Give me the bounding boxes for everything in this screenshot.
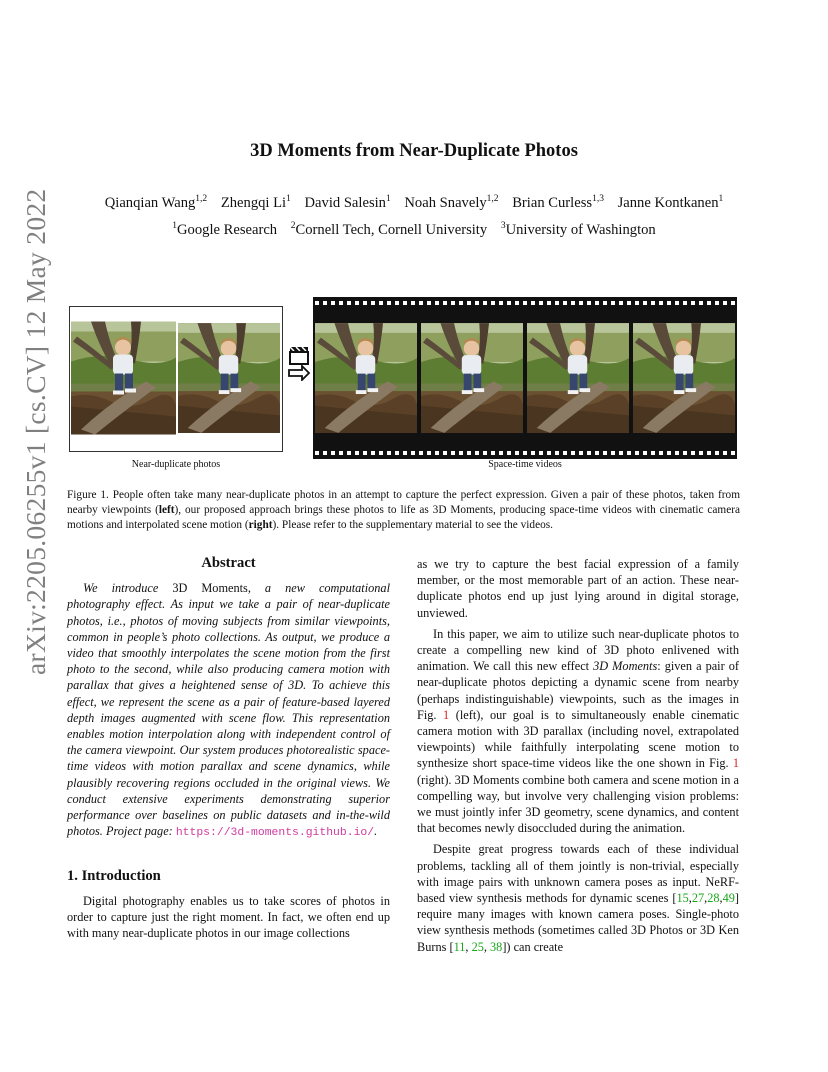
paragraph: as we try to capture the best facial expression of a family member, or the most memorable part of an action. These near-duplicate photos end up just lying around in digital storage, unviewed. [417,557,739,620]
paper-title: 3D Moments from Near-Duplicate Photos [250,141,578,161]
author: Zhengqi Li$^1$ [220,194,291,211]
author: David Salesin$^1$ [304,194,391,211]
intro-heading: 1. Introduction [67,868,161,885]
abstract-heading: Abstract [201,555,256,571]
citation-link[interactable]: 25 [471,939,484,954]
video-frame-4 [633,308,735,448]
video-frame-2 [421,308,523,448]
input-photo-2 [178,308,280,448]
label-space-time: Space-time videos [488,459,562,470]
author: Noah Snavely$^{1,2}$ [404,194,499,211]
citation-link[interactable]: 11 [453,939,466,954]
clapperboard-arrow-icon [287,345,311,381]
citation-link[interactable]: 15 [676,891,689,906]
input-photo-1 [71,308,176,448]
figure-ref-link[interactable]: 1 [443,707,450,722]
video-frame-3 [527,308,629,448]
paragraph: Despite great progress towards each of these individual problems, tackling all of them jointly is non-trivial, especially with image pairs with unknown camera poses as input. NeRF-based view synthesis methods for dynamic scenes [15,27,28,49] require many images with known camera poses. Single-photo view synthesis methods (sometimes called 3D Photos or 3D Ken Burns [11, 25, 38]) can create [417,842,739,954]
affiliation: $^2$Cornell Tech, Cornell University [290,221,488,238]
right-column [417,556,739,955]
arxiv-stamp: arXiv:2205.06255v1 [cs.CV] 12 May 2022 [20,188,51,675]
figure-ref-link[interactable]: 1 [732,756,739,771]
project-url-link[interactable]: https://3d-moments.github.io/ [175,827,375,840]
affiliation: $^3$University of Washington [500,221,656,238]
author: Qianqian Wang$^{1,2}$ [104,194,208,211]
figure-caption: Figure 1. People often take many near-duplicate photos in an attempt to capture the perfect expression. Given a pair of these photos, taken from nearby viewpoints (left), our proposed approach brings these photos to life as 3D Moments, producing space-time videos with cinematic camera motions and interpolated scene motion (right). Please refer to the supplementary material to see the videos. [67,489,741,531]
affiliation-list [0,222,828,239]
citation-link[interactable]: 28 [707,891,720,906]
citation-link[interactable]: 27 [691,891,705,906]
intro-paragraph: Digital photography enables us to take scores of photos in order to capture just the right moment. In fact, we often end up with many near-duplicate photos in our image collections [67,893,390,941]
author: Brian Curless$^{1,3}$ [512,194,604,211]
left-column [67,555,390,941]
citation-link[interactable]: 49 [722,891,735,906]
author: Janne Kontkanen$^1$ [617,194,724,211]
affiliation: $^1$Google Research [172,221,278,238]
author-list [0,195,828,212]
paragraph: In this paper, we aim to utilize such near-duplicate photos to create a compelling new kind of 3D photo enlivened with animation. We call this new effect 3D Moments: given a pair of near-duplicate photos depicting a dynamic scene from nearby (perhaps indistinguishable) viewpoints, such as the images in Fig. 1 (left), our goal is to simultaneously enable cinematic camera motion with 3D parallax (including novel, extrapolated viewpoints) while faithfully interpolating scene motion to synthesize short space-time videos like the one shown in Fig. 1 (right). 3D Moments combine both camera and scene motion in a compelling way, but involve very challenging vision problems: we must jointly infer 3D geometry, scene dynamics, and content that becomes newly disoccluded during the animation. [417,626,739,836]
citation-link[interactable]: 38 [490,939,503,954]
abstract-body: We introduce 3D Moments, a new computational photography effect. As input we take a pair of near-duplicate photos, i.e., photos of moving subjects from similar viewpoints, common in people’s photo collections. As output, we produce a video that smoothly interpolates the scene motion from the first photo to the second, while also producing camera motion with parallax that gives a heightened sense of 3D. To achieve this effect, we represent the scene as a pair of feature-based layered depth images augmented with scene flow. This representation enables motion interpolation along with independent control of the camera viewpoint. Our system produces photorealistic space-time videos with motion parallax and scene dynamics, while plausibly recovering regions occluded in the original views. We conduct extensive experiments demonstrating superior performance over baselines on public datasets and in-the-wild photos. Project page: https://3d-moments.github.io/. [67,581,390,840]
video-frame-1 [315,308,417,448]
label-near-duplicate: Near-duplicate photos [131,459,221,470]
